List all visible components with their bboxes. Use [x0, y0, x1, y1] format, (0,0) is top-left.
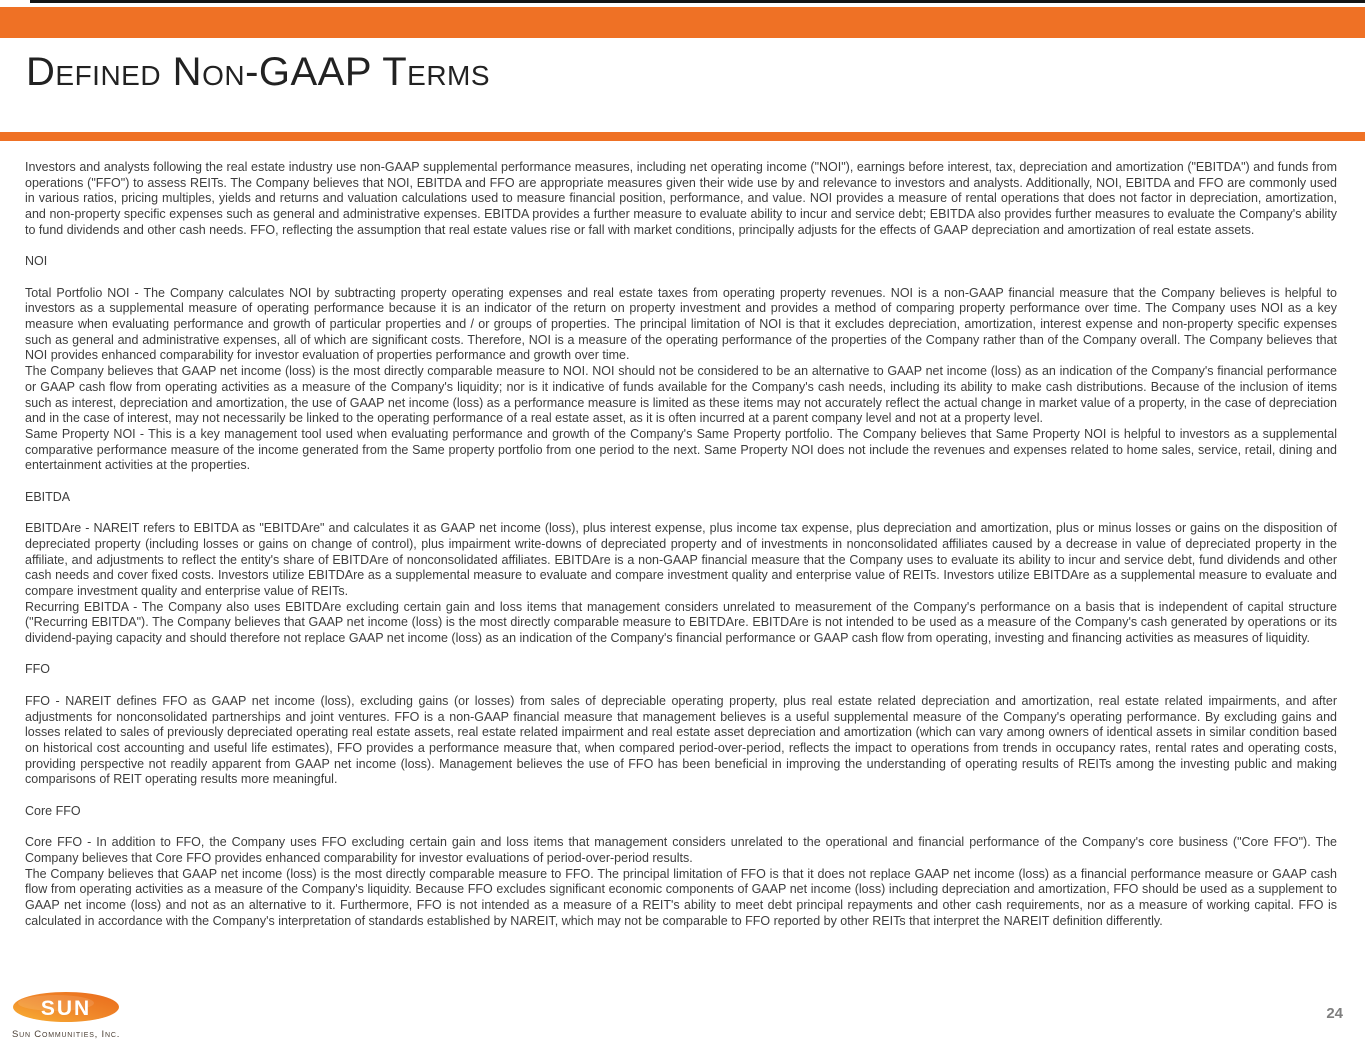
company-logo	[12, 991, 142, 1040]
core-ffo-paragraph-definition: Core FFO - In addition to FFO, the Company uses FFO excluding certain gain and loss items that management considers unrelated to the operational and financial performance of the Company's core business ("Core FFO"). The Company believes that Core FFO provides enhanced comparability for investor evaluations of period-over-period results.	[25, 835, 1337, 865]
section-heading-ffo: FFO	[25, 662, 50, 677]
noi-paragraph-gaap-comparison: The Company believes that GAAP net income (loss) is the most directly comparable measure to NOI. NOI should not be considered to be an alternative to GAAP net income (loss) as an indication of the Company's financial performance or GAAP cash flow from operating activities as a measure of the Company's liquidity; nor is it indicative of funds available for the Company's cash needs, including its ability to make cash distributions. Because of the inclusion of items such as interest, depreciation and amortization, the use of GAAP net income (loss) as a performance measure is limited as these items may not accurately reflect the actual change in market value of a property, in the case of depreciation and in the case of interest, may not necessarily be linked to the operating performance of a real estate asset, as it is often incurred at a parent company level and not at a property level.	[25, 364, 1337, 426]
noi-paragraph-total-portfolio: Total Portfolio NOI - The Company calculates NOI by subtracting property operating expenses and real estate taxes from operating property revenues. NOI is a non-GAAP financial measure that the Company believes is helpful to investors as a supplemental measure of operating performance because it is an indicator of the return on property investment and provides a method of comparing property performance over time. The Company uses NOI as a key measure when evaluating performance and growth of particular properties and / or groups of properties. The principal limitation of NOI is that it excludes depreciation, amortization, interest expense and non-property specific expenses such as general and administrative expenses, all of which are significant costs. Therefore, NOI is a measure of the operating performance of the properties of the Company rather than of the Company overall. The Company believes that NOI provides enhanced comparability for investor evaluation of properties performance and growth over time.	[25, 285, 1337, 363]
ffo-paragraph-definition: FFO - NAREIT defines FFO as GAAP net income (loss), excluding gains (or losses) from sales of depreciable operating property, plus real estate related depreciation and amortization, real estate related impairments, and after adjustments for nonconsolidated partnerships and joint ventures. FFO is a non-GAAP financial measure that management believes is a useful supplemental measure of the Company's operating performance. By excluding gains and losses related to sales of previously depreciated operating real estate assets, real estate related impairment and real estate asset depreciation and amortization (which can vary among owners of identical assets in similar condition based on historical cost accounting and useful life estimates), FFO provides a performance measure that, when compared period-over-period, reflects the impact to operations from trends in occupancy rates, rental rates and operating costs, providing perspective not readily apparent from GAAP net income (loss). Management believes the use of FFO has been beneficial in improving the understanding of operating results of REITs among the investing public and making comparisons of REIT operating results more meaningful.	[25, 693, 1337, 787]
page-number: 24	[1326, 1005, 1343, 1022]
svg-text:SUN: SUN	[40, 997, 92, 1020]
section-heading-ebitda: EBITDA	[25, 489, 71, 504]
section-noi	[25, 286, 1337, 474]
top-border-artifact	[30, 0, 1365, 3]
section-ffo	[25, 694, 1337, 788]
body-text	[25, 160, 1337, 929]
company-name-text: Sun Communities, Inc.	[12, 1029, 121, 1040]
sun-logo-icon	[12, 991, 120, 1023]
core-ffo-paragraph-limitations: The Company believes that GAAP net income (loss) is the most directly comparable measure to FFO. The principal limitation of FFO is that it does not replace GAAP net income (loss) as a financial performance measure or GAAP cash flow from operating activities as a measure of the Company's liquidity. Because FFO excludes significant economic components of GAAP net income (loss) including depreciation and amortization, FFO should be used as a supplement to GAAP net income (loss) and not as an alternative to it. Furthermore, FFO is not intended as a measure of a REIT's ability to meet debt principal repayments and other cash requirements, nor as a measure of working capital. FFO is calculated in accordance with the Company's interpretation of standards established by NAREIT, which may not be comparable to FFO reported by other REITs that interpret the NAREIT definition differently.	[25, 866, 1337, 928]
section-ebitda	[25, 521, 1337, 647]
page-title: Defined Non-GAAP Terms	[26, 50, 491, 94]
ebitda-paragraph-recurring: Recurring EBITDA - The Company also uses EBITDAre excluding certain gain and loss items that management considers unrelated to measurement of the Company's performance on a basis that is independent of capital structure ("Recurring EBITDA"). The Company believes that GAAP net income (loss) is the most directly comparable measure to EBITDAre. EBITDAre is not intended to be used as a measure of the Company's cash generated by operations or its dividend-paying capacity and should therefore not replace GAAP net income (loss) as an indication of the Company's financial performance or GAAP cash flow from operating, investing and financing activities as measures of liquidity.	[25, 599, 1337, 646]
ebitda-paragraph-ebitdare: EBITDAre - NAREIT refers to EBITDA as "EBITDAre" and calculates it as GAAP net income (loss), plus interest expense, plus income tax expense, plus depreciation and amortization, plus or minus losses or gains on the disposition of depreciated property (including losses or gains on change of control), plus impairment write-downs of depreciated property and of investments in nonconsolidated affiliates caused by a decrease in value of depreciated property in the affiliate, and adjustments to reflect the entity's share of EBITDAre of nonconsolidated affiliates. EBITDAre is a non-GAAP financial measure that the Company uses to evaluate its ability to incur and service debt, fund dividends and other cash needs and cover fixed costs. Investors utilize EBITDAre as a supplemental measure to evaluate and compare investment quality and enterprise value of REITs. Investors utilize EBITDAre as a supplemental measure to evaluate and compare investment quality and enterprise value of REITs.	[25, 521, 1337, 598]
section-core-ffo	[25, 835, 1337, 929]
section-heading-noi: NOI	[25, 254, 48, 269]
title-divider-bar	[0, 132, 1365, 141]
intro-paragraph: Investors and analysts following the real estate industry use non-GAAP supplemental performance measures, including net operating income ("NOI"), earnings before interest, tax, depreciation and amortization ("EBITDA") and funds from operations ("FFO") to assess REITs. The Company believes that NOI, EBITDA and FFO are appropriate measures given their wide use by and relevance to investors and analysts. Additionally, NOI, EBITDA and FFO are commonly used in various ratios, pricing multiples, yields and returns and valuation calculations used to measure financial position, performance, and value. NOI provides a measure of rental operations that does not factor in depreciation, amortization, and non-property specific expenses such as general and administrative expenses. EBITDA provides a further measure to evaluate ability to incur and service debt; EBITDA also provides further measures to evaluate the Company's ability to fund dividends and other cash needs. FFO, reflecting the assumption that real estate values rise or fall with market conditions, principally adjusts for the effects of GAAP depreciation and amortization of real estate assets.	[25, 160, 1337, 237]
section-heading-core-ffo: Core FFO	[25, 803, 81, 818]
noi-paragraph-same-property: Same Property NOI - This is a key management tool used when evaluating performance and growth of the Company's Same Property portfolio. The Company believes that Same Property NOI is helpful to investors as a supplemental comparative performance measure of the income generated from the Same property portfolio from one period to the next. Same Property NOI does not include the revenues and expenses related to home sales, service, retail, dining and entertainment activities at the properties.	[25, 426, 1337, 473]
top-accent-bar	[0, 7, 1365, 38]
